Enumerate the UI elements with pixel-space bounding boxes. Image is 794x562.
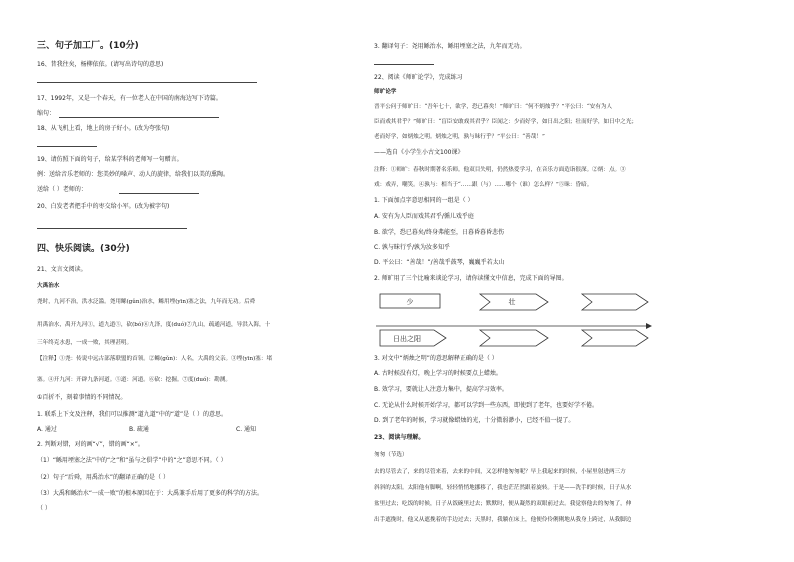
question-21-2-a: （1）“鲧用堙塞之法”中的“之”和“虽与之俱学”中的“之”意思不同。（ ） <box>37 457 227 464</box>
passage-title: 大禹治水 <box>37 283 60 289</box>
question-22: 22、阅读《师旷论学》，完成练习 <box>374 74 463 81</box>
option-a[interactable]: A. 通过 <box>37 426 57 433</box>
passage-line: 尧时，九河不治，洪水泛滥。尧用鲧(gǔn)治水，鲧用堙(yīn)塞之法，九年而无功。后舜 <box>37 299 256 305</box>
question-23: 23、阅读与理解。 <box>374 434 425 441</box>
passage2-line: 出手遮挽时，他又从遮挽着的手边过去；天黑时，我躺在床上，他便伶伶俐俐地从我身上跨过，从我脚边 <box>374 517 632 523</box>
box-blank-4[interactable] <box>582 330 648 346</box>
box-shao-label: 少 <box>406 298 414 306</box>
question-22-1: 1. 下面加点字意思相同的一组是（ ） <box>374 197 474 204</box>
passage-line: 老而好学，如炳烛之明。炳烛之明，孰与昧行乎？”平公曰：“善哉！” <box>374 134 545 140</box>
option-c[interactable]: C. 孰与昧行乎/孰为汝多知乎 <box>374 244 451 251</box>
passage-line: 臣而戏其君乎？”师旷曰：“盲臣安敢戏其君乎？臣闻之：少而好学，如日出之阳；壮而好学，如日中之光； <box>374 119 638 125</box>
notes-line: 注释：①师旷：春秋时期著名乐师。他双目失明，仍然热爱学习，在音乐方面造诣很深。②炳：点。③ <box>374 167 626 173</box>
option-d[interactable]: D. 到了老年的时候，学习就像蜡烛的光，十分微弱渺小，已经不值一提了。 <box>374 417 575 424</box>
box-blank-3[interactable] <box>582 294 648 310</box>
question-18: 18、从飞机上看，地上的房子好小。(改为夸张句) <box>37 125 170 132</box>
box-zhuang-label: 壮 <box>508 298 516 306</box>
option-b[interactable]: B. 疏通 <box>129 426 149 433</box>
option-d[interactable]: D. 平公曰：“善哉！”/善哉乎鼓琴，巍巍乎若太山 <box>374 259 505 266</box>
passage2-title: 匆匆（节选） <box>374 452 408 458</box>
notes-line: 【注释】①尧：传说中远古部落联盟的首领。②鲧(gǔn)：人名，大禹的父亲。③堙(yīn)塞：堵 <box>37 356 273 362</box>
question-21: 21、文言文阅读。 <box>37 266 87 273</box>
option-b[interactable]: B. 效学习，要就让人注意力集中，提高学习效率。 <box>374 386 508 393</box>
question-19-answer-prefix: 送给（ ）老师的： <box>37 186 87 193</box>
passage-line: 晋平公问于师旷曰：“吾年七十，欲学，恐已暮矣！”师旷曰：“何不炳烛乎？”平公曰：“安有为人 <box>374 104 613 110</box>
question-16: 16、昔我往矣，杨柳依依。(请写出诗句的意思) <box>37 61 164 68</box>
section-3-title: 三、句子加工厂。(10分) <box>37 41 139 51</box>
question-21-2-b: （2）句子“后舜，用禹治水”的翻译正确的是（ ） <box>37 474 169 481</box>
notes-line: 塞。④开九河：开辟九条河道。⑤道：河道。⑥砍：挖掘。⑦度(duó)：勘测。 <box>37 377 231 383</box>
answer-line-18[interactable] <box>37 146 97 147</box>
passage-line: 用禹治水，禹开九河①，道九道⑤，砍(bó)⑥九泽，度(duó)⑦九山，疏通河道，导洪入海，十 <box>37 322 271 328</box>
answer-line-translate[interactable] <box>374 64 434 65</box>
box-blank-2[interactable] <box>480 330 548 346</box>
question-19-example: 例：送给音乐老师的：您美妙的嗓声、动人的旋律，给我们以美的熏陶。 <box>37 171 230 178</box>
option-a[interactable]: A. 安有为人臣而戏其君乎/循儿戏乎庭 <box>374 213 474 220</box>
option-a[interactable]: A. 古时候没有灯，晚上学习的时候要点上蜡烛。 <box>374 370 502 377</box>
option-c[interactable]: C. 无论从什么时候开始学习，都可以学到一些东西，即使到了老年，也要好学不倦。 <box>374 402 599 409</box>
flow-diagram <box>374 288 656 350</box>
answer-line-16[interactable] <box>37 82 257 83</box>
option-b[interactable]: B. 欲学，恐已暮矣/终身弗能至，日暮昏暮昏悲伤 <box>374 229 504 236</box>
passage-source: ——选自《小学生小古文100课》 <box>374 149 464 156</box>
question-21-2-c-end: （ ） <box>37 505 51 512</box>
question-21-1: 1. 联系上下文及注释，我们可以推测“道九道”中的“道”是（ ）的意思。 <box>37 411 227 418</box>
question-19: 19、请仿照下面的句子，给某学科的老师写一句赠言。 <box>37 156 183 163</box>
question-17: 17、1992年，又是一个春天，有一位老人在中国的南海边写下诗篇。 <box>37 95 222 102</box>
question-20: 20、白发老者把手中的枣交给小军。(改为被字句) <box>37 203 170 210</box>
passage2-line: 盆里过去；吃饭的时候，日子从饭碗里过去；默默时，便从凝然的双眼前过去。我觉察他去的匆匆了，伸 <box>374 501 632 507</box>
passage-title: 师旷论学 <box>374 89 397 95</box>
question-21-label: ①百折不，刻着事情的不同情况。 <box>37 394 127 401</box>
option-c[interactable]: C. 通知 <box>236 426 257 433</box>
question-22-2: 2. 师旷用了三个比喻来谈论学习，请你读懂文中信息，完成下面的导图。 <box>374 275 568 282</box>
notes-line: 戏：戏弄，嘲笑。④孰与：相当于“……跟（与）……哪个（谁）怎么样？”⑤昧：昏暗。 <box>374 182 593 188</box>
question-21-2: 2. 判断对错，对的画“√”，错的画“×”。 <box>37 441 144 448</box>
answer-line-20[interactable] <box>37 228 187 229</box>
passage2-line: 去的尽管去了，来的尽管来着，去来的中间，又怎样地匆匆呢？早上我起来的时候，小屋里射进两三方 <box>374 469 626 475</box>
passage2-line: 斜斜的太阳。太阳他有脚啊，轻轻悄悄地挪移了，我也茫茫然跟着旋转。于是——洗手的时候，日子从水 <box>374 485 632 491</box>
section-4-title: 四、快乐阅读。(30分) <box>37 244 130 254</box>
question-3-translate: 3. 翻译句子：尧用鲧治水，鲧用堙塞之法，九年而无功。 <box>374 43 526 50</box>
question-21-2-c: （3）大禹和鲧治水“一成一败”的根本原因在于：大禹兼手后用了更多的科学的方法。 <box>37 490 264 497</box>
answer-line-17[interactable] <box>59 117 219 118</box>
question-22-3: 3. 对文中“炳烛之明”的意思解释正确的是（ ） <box>374 355 498 362</box>
question-17-sub: 缩句： <box>37 110 56 117</box>
arrow-head-icon <box>646 323 652 329</box>
passage-line: 三年终克水患，一成一败，其理甚明。 <box>37 340 133 346</box>
box-richuzhiyang-label: 日出之阳 <box>393 335 421 343</box>
answer-line-19[interactable] <box>119 193 199 194</box>
